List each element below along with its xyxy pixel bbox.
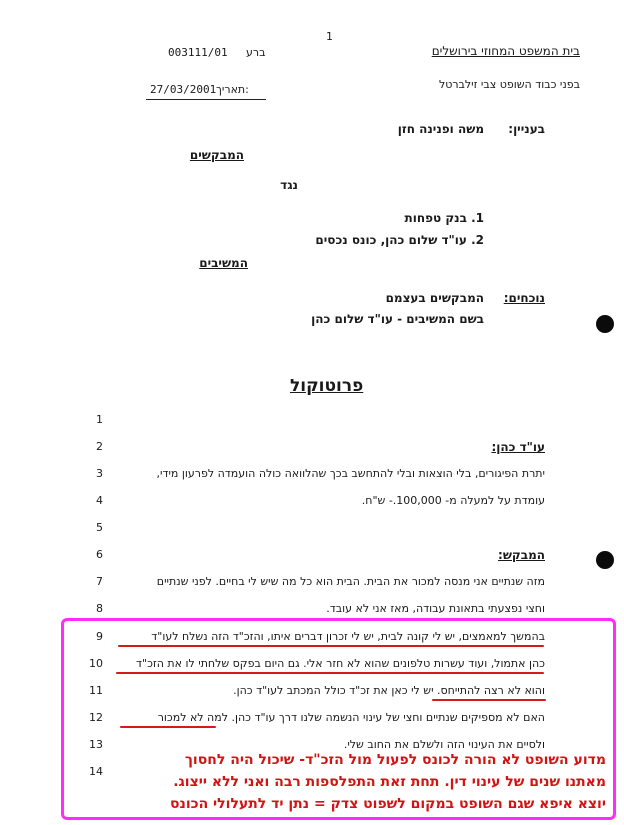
respondent-1: 1. בנק טפחות: [404, 211, 484, 225]
punch-hole-bottom: [596, 551, 614, 569]
line-number: 13: [89, 738, 103, 751]
protocol-title: פרוטוקול: [290, 376, 364, 396]
protocol-line: האם לא מספיקים שנתיים וחצי של עינוי הנשמה שלנו דרך עו"ד כהן. למה לא למכור: [157, 711, 545, 724]
line-number: 6: [96, 548, 103, 561]
protocol-line: וחצי נפצעתי בתאונת עבודה, מאז אני לא עובד.: [326, 602, 545, 615]
line-number: 9: [96, 630, 103, 643]
court-name: בית המשפט המחוזי בירושלים: [431, 44, 580, 58]
annotation-line-1: מדוע השופט לא הורה לכונס לפעול מול הזכ"ד- שיכול היה לחסוך: [184, 752, 606, 768]
protocol-line: ולסיים את העינוי הזה ולשלם את החוב שלי.: [343, 738, 545, 751]
date-underline: [146, 99, 266, 100]
line-number: 1: [96, 413, 103, 426]
judge-line: בפני כבוד השופט צבי זילברטל: [438, 78, 580, 91]
line-number: 2: [96, 440, 103, 453]
protocol-line: כהן אתמול, ועוד עשרות טלפונים שהוא לא חזר אלי. גם היום בפקס שלחתי לו את הזכ"ד: [136, 657, 545, 670]
line-number: 14: [89, 765, 103, 778]
case-label: ברע: [246, 46, 266, 59]
date-label: תאריך:: [216, 83, 249, 96]
line-number: 10: [89, 657, 103, 670]
date-value: 27/03/2001: [150, 83, 217, 96]
matter-label: בעניין:: [508, 122, 545, 136]
case-number: 003111/01: [168, 46, 228, 59]
line-number: 3: [96, 467, 103, 480]
present-label: נוכחים:: [503, 291, 545, 305]
protocol-line: בהמשך למאמצים, יש לי קונה לבית, יש לי זכרון דברים איתו, והזכ"ד הזה נשלח לעו"ד: [151, 630, 545, 643]
protocol-line: מזה שנתיים אני מנסה למכור את הבית. הבית הוא כל מה שיש לי בחיים. לפני שנתיים: [156, 575, 545, 588]
line-number: 5: [96, 521, 103, 534]
versus-label: נגד: [280, 178, 298, 192]
protocol-line: עומדת על למעלה מ- 100,000.- ש"ח.: [361, 494, 545, 507]
applicants-names: משה ופנינה חזן: [397, 122, 484, 136]
line-number: 11: [89, 684, 103, 697]
speaker-label: עו"ד כהן:: [491, 440, 545, 454]
respondent-2: 2. עו"ד שלום כהן, כונס נכסים: [315, 233, 484, 247]
respondents-role: המשיבים: [199, 256, 248, 270]
line-number: 7: [96, 575, 103, 588]
annotation-line-2: מאתנו שנים של עינוי דין. תחת זאת התפלספות רבה ואני ללא ייצוג.: [173, 774, 606, 790]
line-number: 8: [96, 602, 103, 615]
protocol-line: יתרת הפיגורים, בלי הוצאות ובלי להתחשב בכך שהלוואה כולה הועמדה לפרעון מידי,: [156, 467, 545, 480]
line-number: 4: [96, 494, 103, 507]
present-line-1: המבקשים בעצמם: [385, 291, 484, 305]
page-number: 1: [326, 30, 333, 43]
annotation-line-3: יוצא איפא שגם השופט במקום לשפוט צדק = נתן יד לתעלולי הכונס: [169, 796, 606, 812]
speaker-label: המבקש:: [498, 548, 545, 562]
present-line-2: בשם המשיבים - עו"ד שלום כהן: [311, 312, 484, 326]
line-number: 12: [89, 711, 103, 724]
applicants-role: המבקשים: [189, 148, 244, 162]
punch-hole-top: [596, 315, 614, 333]
protocol-line: והוא לא רצה להתייחס. יש לי כאן את זכ"ד כולל המכתב לעו"ד כהן.: [233, 684, 545, 697]
